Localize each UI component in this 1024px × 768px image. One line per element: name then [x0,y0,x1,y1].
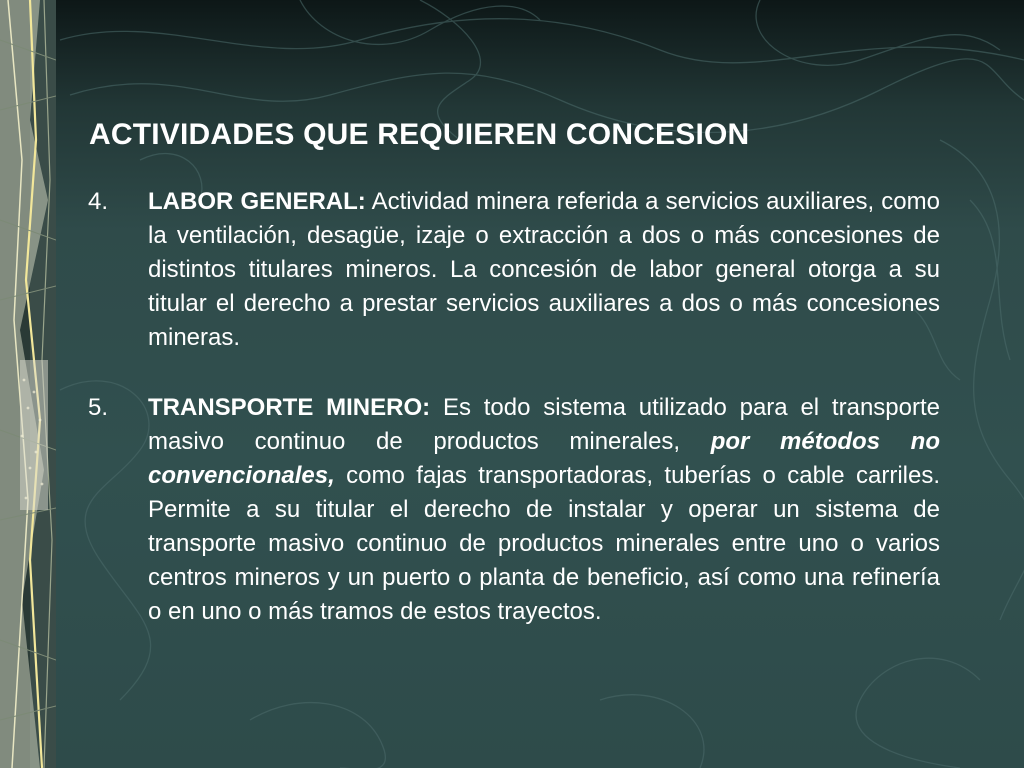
list-item [88,185,940,355]
list-item [88,391,940,629]
item-description-continued: como fajas transportadoras, tuberías o cable carriles. Permite a su titular el derecho de instalar y operar un sistema de transporte masivo continuo de productos minerales entre uno o varios centros mineros y un puerto o planta de beneficio, así como una refinería o en uno o más tramos de estos trayectos. [148,462,940,625]
item-heading: LABOR GENERAL: [148,188,366,215]
item-number: 5. [88,394,109,421]
activity-list [88,185,940,629]
slide-title: ACTIVIDADES QUE REQUIEREN CONCESION [89,118,750,151]
map-strip-decoration [0,0,56,768]
item-emphasis: por métodos no convencionales, [148,428,940,489]
item-number: 4. [88,188,109,215]
item-description: Es todo sistema utilizado para el transporte masivo continuo de productos minerales, [148,394,940,455]
item-description: Actividad minera referida a servicios auxiliares, como la ventilación, desagüe, izaje o extracción a dos o más concesiones de distintos titulares mineros. La concesión de labor general otorga a su titular el derecho a prestar servicios auxiliares a dos o más concesiones mineras. [148,188,940,351]
item-heading: TRANSPORTE MINERO: [148,394,431,421]
